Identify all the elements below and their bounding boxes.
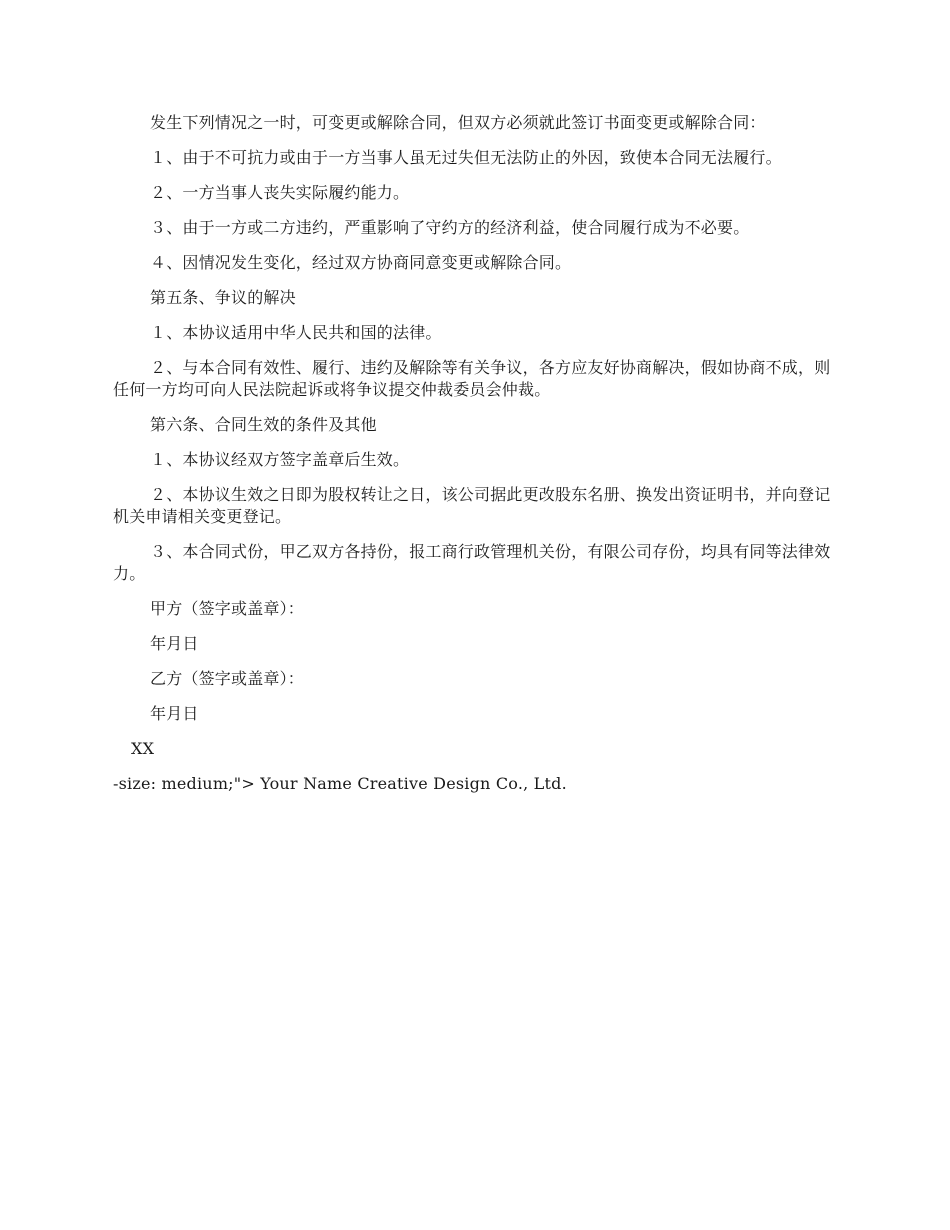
clause-item-4: ４、因情况发生变化，经过双方协商同意变更或解除合同。 bbox=[150, 253, 572, 272]
party-a-signature: 甲方（签字或盖章）： bbox=[150, 599, 305, 618]
clause-intro: 发生下列情况之一时，可变更或解除合同，但双方必须就此签订书面变更或解除合同： bbox=[150, 113, 766, 132]
company-footer-line: -size: medium;"> Your Name Creative Design Co., Ltd. bbox=[113, 774, 567, 793]
clause-item-3: ３、由于一方或二方违约，严重影响了守约方的经济利益，使合同履行成为不必要。 bbox=[150, 218, 750, 237]
clause-item-2: ２、一方当事人丧失实际履约能力。 bbox=[150, 183, 410, 202]
party-b-signature: 乙方（签字或盖章）： bbox=[150, 669, 305, 688]
section6-item-2: ２、本协议生效之日即为股权转让之日，该公司据此更改股东名册、换发出资证明书，并向登记机关申请相关变更登记。 bbox=[113, 485, 831, 526]
section5-item-2: ２、与本合同有效性、履行、违约及解除等有关争议，各方应友好协商解决，假如协商不成，则任何一方均可向人民法院起诉或将争议提交仲裁委员会仲裁。 bbox=[113, 358, 831, 399]
clause-item-1: １、由于不可抗力或由于一方当事人虽无过失但无法防止的外因，致使本合同无法履行。 bbox=[150, 148, 782, 167]
section-heading-5: 第五条、争议的解决 bbox=[150, 288, 296, 307]
party-a-date: 年月日 bbox=[150, 634, 199, 653]
document-body bbox=[113, 112, 843, 808]
section6-item-3: ３、本合同式份，甲乙双方各持份，报工商行政管理机关份，有限公司存份，均具有同等法律效力。 bbox=[113, 542, 831, 583]
section5-item-1: １、本协议适用中华人民共和国的法律。 bbox=[150, 323, 442, 342]
party-b-date: 年月日 bbox=[150, 704, 199, 723]
xx-label: XX bbox=[131, 739, 155, 758]
section-heading-6: 第六条、合同生效的条件及其他 bbox=[150, 415, 377, 434]
section6-item-1: １、本协议经双方签字盖章后生效。 bbox=[150, 450, 410, 469]
